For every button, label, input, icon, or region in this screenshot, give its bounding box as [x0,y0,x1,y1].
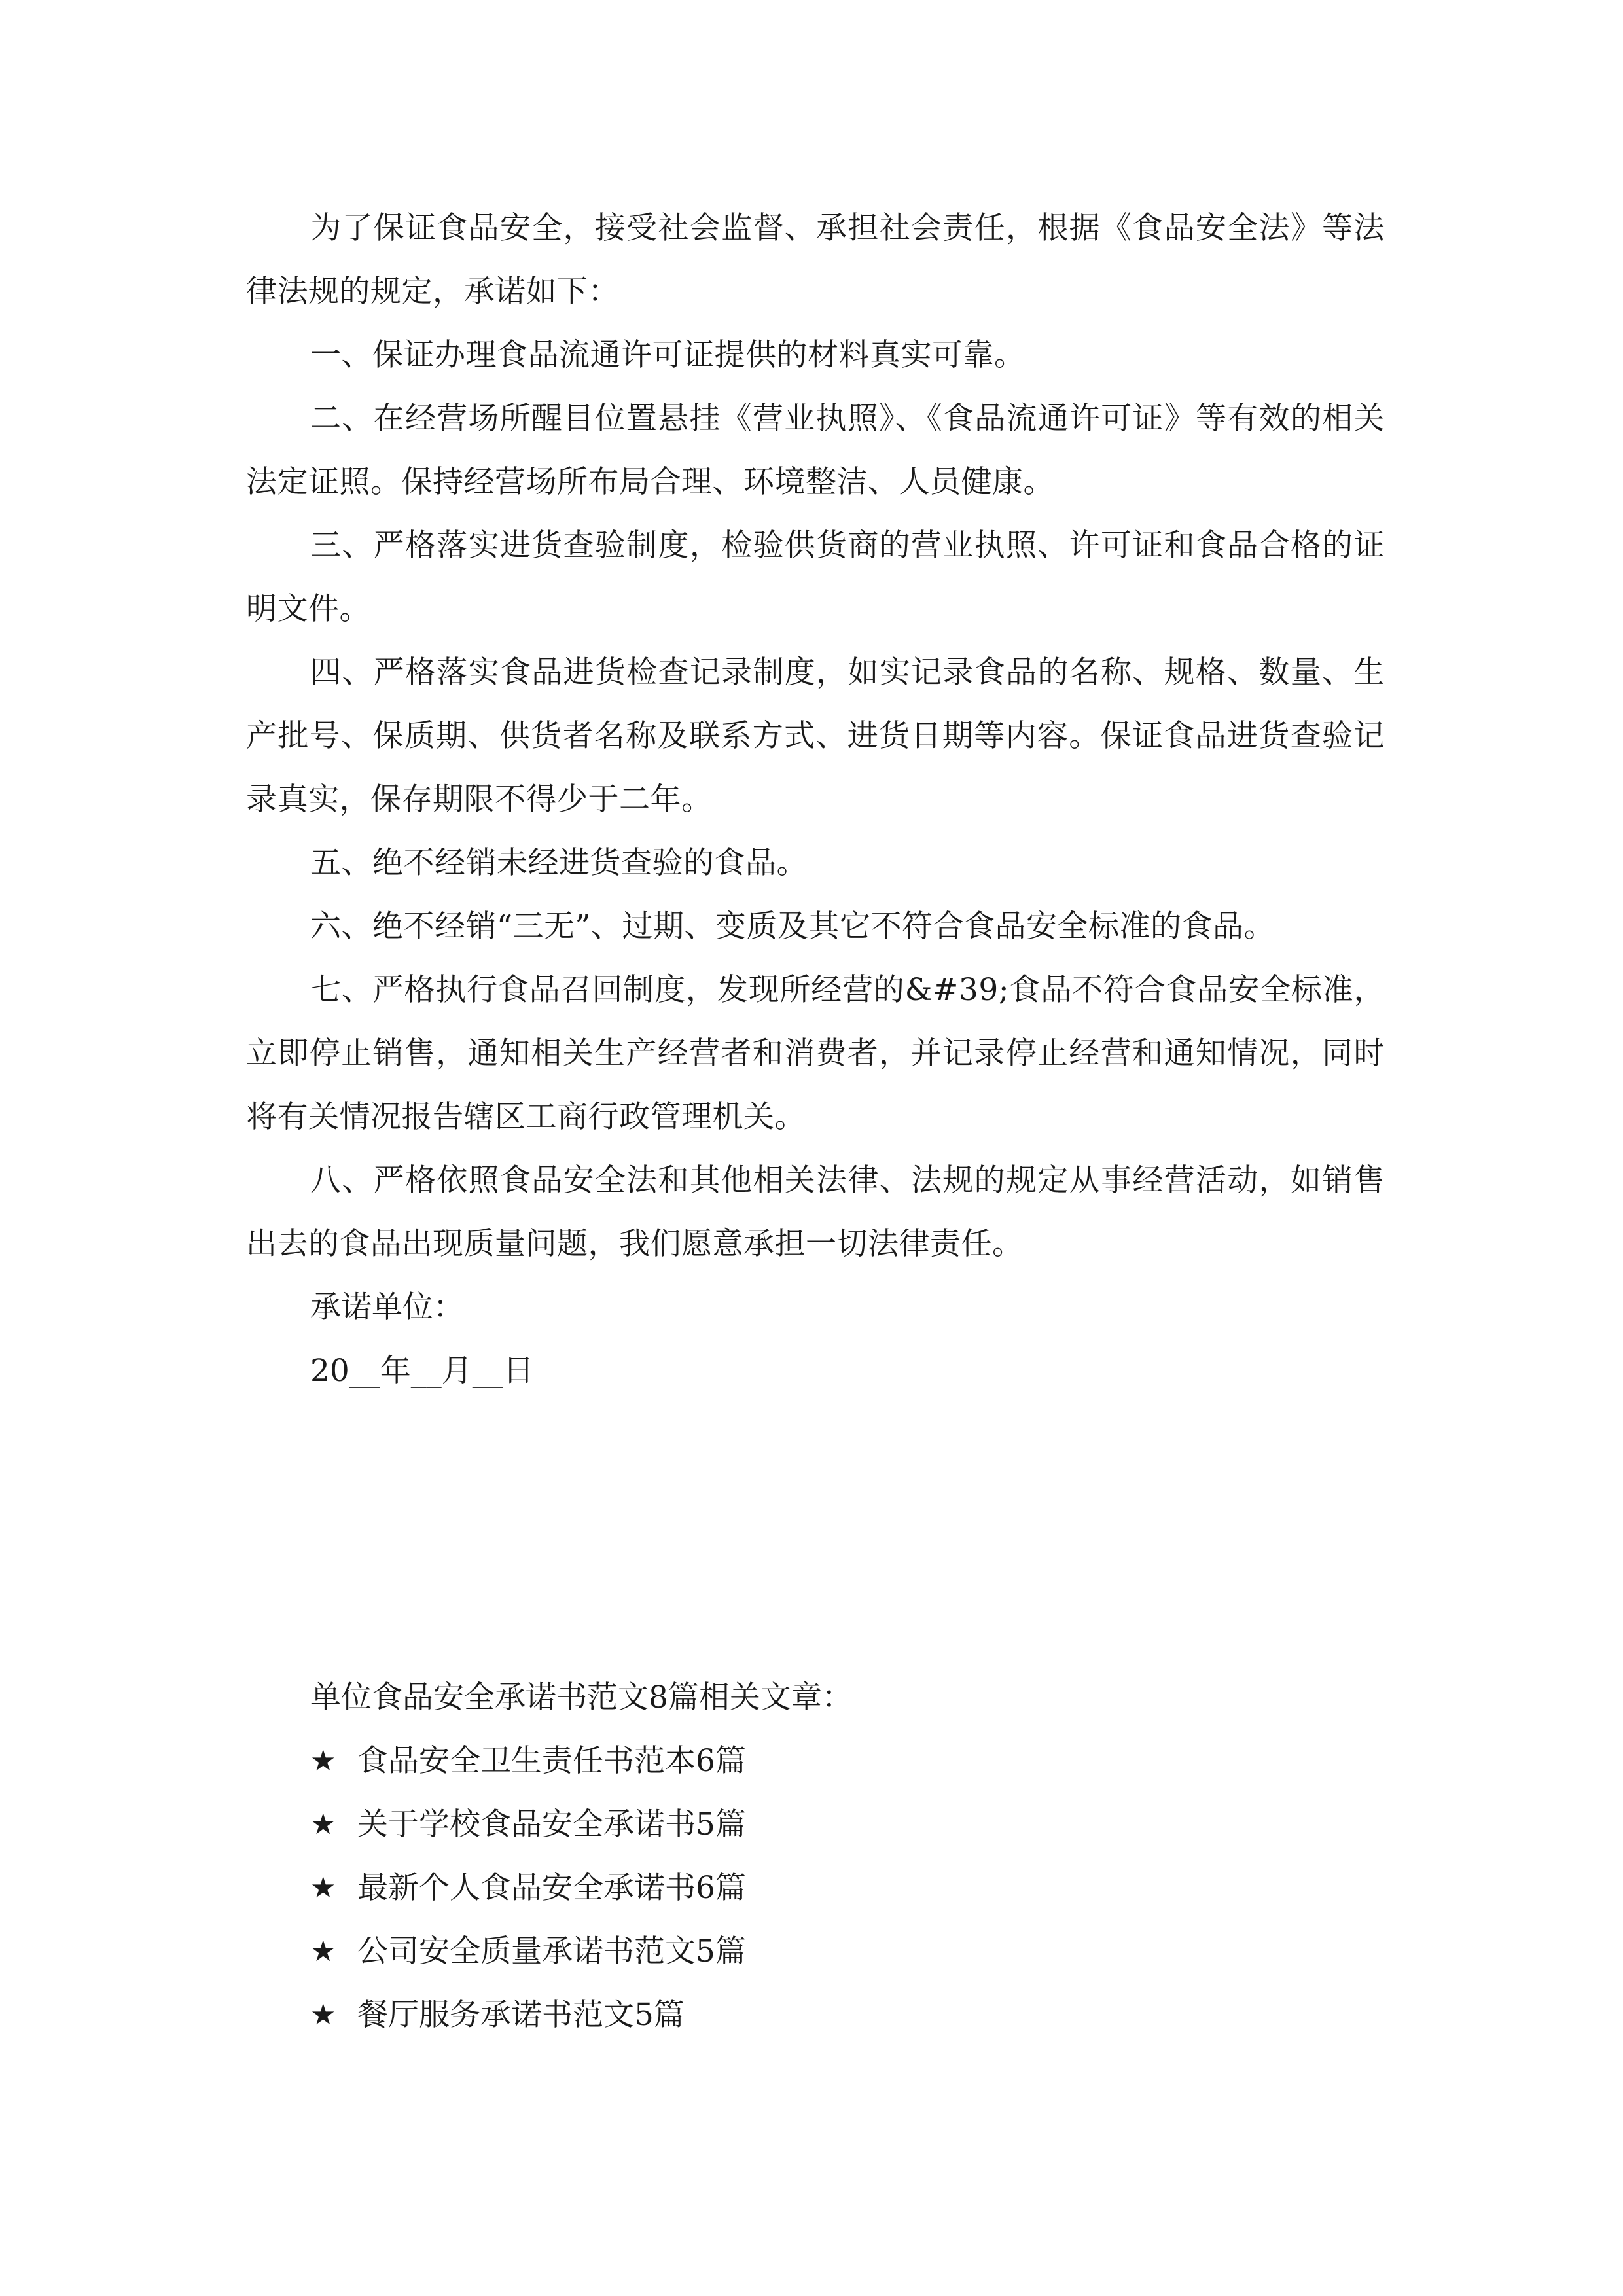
paragraph-item-1: 一、保证办理食品流通许可证提供的材料真实可靠。 [310,337,1026,373]
related-article-link[interactable] [246,1729,1385,1793]
star-icon: ★ [310,1998,336,2032]
paragraph-item-4: 四、严格落实食品进货检查记录制度，如实记录食品的名称、规格、数量、生产批号、保质期、供货者名称及联系方式、进货日期等内容。保证食品进货查验记录真实，保存期限不得少于二年。 [246,655,1385,817]
related-article-link[interactable] [246,1793,1385,1856]
signature-unit-label: 承诺单位： [310,1289,464,1325]
related-article-label: 餐厅服务承诺书范文5篇 [357,1997,685,2033]
paragraph-item-5: 五、绝不经销未经进货查验的食品。 [310,845,808,881]
star-icon: ★ [310,1808,336,1841]
signature-date-line: 20__年__月__日 [310,1353,534,1389]
related-article-link[interactable] [246,1856,1385,1920]
related-article-label: 关于学校食品安全承诺书5篇 [357,1806,746,1842]
star-icon: ★ [310,1744,336,1778]
star-icon: ★ [310,1871,336,1905]
document-body [246,196,1385,1403]
related-article-label: 公司安全质量承诺书范文5篇 [357,1933,746,1969]
related-article-link[interactable] [246,1983,1385,2047]
related-article-label: 食品安全卫生责任书范本6篇 [357,1743,746,1779]
paragraph-item-8: 八、严格依照食品安全法和其他相关法律、法规的规定从事经营活动，如销售出去的食品出现质量问题，我们愿意承担一切法律责任。 [246,1162,1385,1262]
related-articles-title: 单位食品安全承诺书范文8篇相关文章： [310,1679,853,1715]
paragraph-item-3: 三、严格落实进货查验制度，检验供货商的营业执照、许可证和食品合格的证明文件。 [246,528,1385,627]
paragraph-intro: 为了保证食品安全，接受社会监督、承担社会责任，根据《食品安全法》等法律法规的规定，承诺如下： [246,210,1385,310]
related-article-label: 最新个人食品安全承诺书6篇 [357,1870,746,1906]
paragraph-item-6: 六、绝不经销“三无”、过期、变质及其它不符合食品安全标准的食品。 [310,908,1275,944]
paragraph-item-2: 二、在经营场所醒目位置悬挂《营业执照》、《食品流通许可证》等有效的相关法定证照。保持经营场所布局合理、环境整洁、人员健康。 [246,401,1385,500]
paragraph-item-7: 七、严格执行食品召回制度，发现所经营的&#39;食品不符合食品安全标准，立即停止销售，通知相关生产经营者和消费者，并记录停止经营和通知情况，同时将有关情况报告辖区工商行政管理机关。 [246,972,1385,1135]
star-icon: ★ [310,1935,336,1968]
related-articles [246,1666,1385,2047]
related-article-link[interactable] [246,1920,1385,1983]
